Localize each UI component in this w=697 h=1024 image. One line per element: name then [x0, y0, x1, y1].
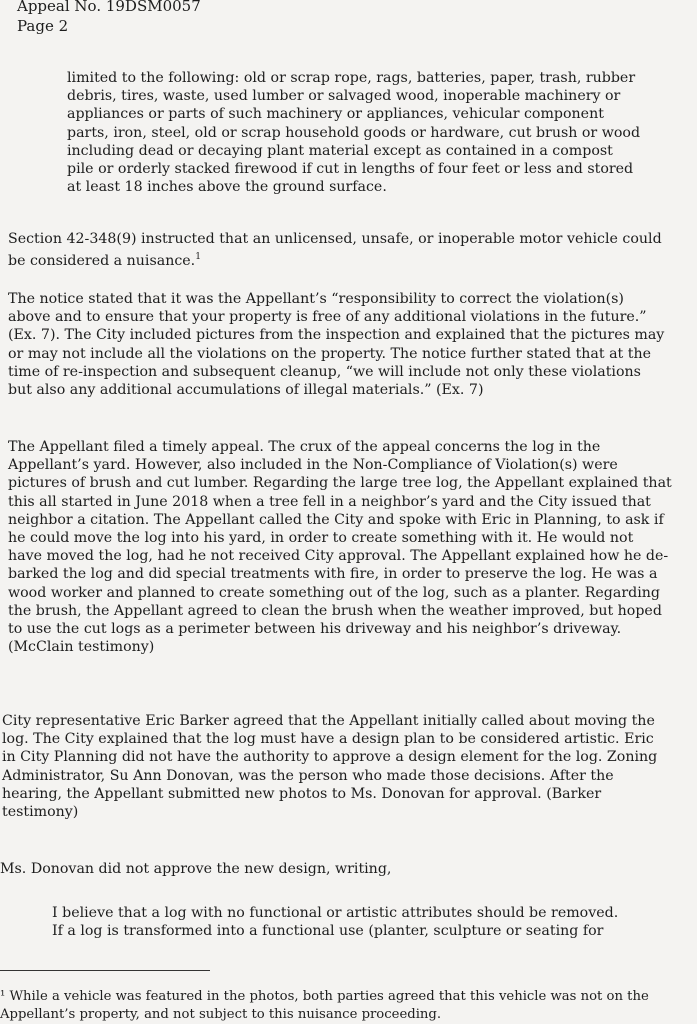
text-line: (McClain testimony)	[8, 639, 155, 656]
paragraph-notice	[8, 290, 664, 399]
text-line: to use the cut logs as a perimeter between his driveway and his neighbor’s driveway.	[8, 621, 622, 638]
text-line: Administrator, Su Ann Donovan, was the person who made those decisions. After the	[2, 767, 614, 784]
text-line: appliances or parts of such machinery or appliances, vehicular component	[67, 106, 604, 123]
text-line: this all started in June 2018 when a tree fell in a neighbor’s yard and the City issued that	[8, 493, 651, 510]
text-line	[8, 248, 662, 270]
text-line: The notice stated that it was the Appellant’s “responsibility to correct the violation(s)	[8, 291, 624, 307]
text-line: time of re-inspection and subsequent cleanup, “we will include not only these violations	[8, 363, 641, 380]
text-line: limited to the following: old or scrap rope, rags, batteries, paper, trash, rubber	[67, 70, 636, 86]
text-line: Appellant’s yard. However, also included in the Non-Compliance of Violation(s) were	[8, 457, 618, 474]
text-line: or may not include all the violations on the property. The notice further stated that at the	[8, 345, 651, 362]
footnote-line: ¹ While a vehicle was featured in the photos, both parties agreed that this vehicle was not on the	[0, 989, 649, 1004]
text-line: at least 18 inches above the ground surface.	[67, 179, 387, 196]
text-line: barked the log and did special treatments with fire, in order to preserve the log. He was a	[8, 566, 658, 583]
text-line: above and to ensure that your property is free of any additional violations in the future.”	[8, 309, 647, 326]
block-quote-definition	[67, 69, 640, 196]
text-line: wood worker and planned to create something out of the log, such as a planter. Regarding	[8, 584, 660, 601]
paragraph-section-42-348	[8, 230, 662, 270]
text-line: including dead or decaying plant material except as contained in a compost	[67, 142, 613, 159]
footnote	[0, 988, 649, 1024]
text-line: in City Planning did not have the authority to approve a design element for the log. Zoning	[2, 749, 658, 766]
text-span: be considered a nuisance.	[8, 253, 196, 270]
footnote-line: Appellant’s property, and not subject to this nuisance proceeding.	[0, 1007, 442, 1022]
text-line: I believe that a log with no functional or artistic attributes should be removed.	[52, 905, 619, 921]
text-line: have moved the log, had he not received City approval. The Appellant explained how he de-	[8, 548, 669, 565]
page-header	[17, 0, 201, 36]
text-line: log. The City explained that the log must have a design plan to be considered artistic. Eric	[2, 731, 654, 748]
text-line: debris, tires, waste, used lumber or salvaged wood, inoperable machinery or	[67, 88, 621, 105]
paragraph-city-testimony	[2, 712, 657, 821]
appeal-number: Appeal No. 19DSM0057	[17, 0, 201, 15]
text-line: but also any additional accumulations of illegal materials.” (Ex. 7)	[8, 382, 484, 399]
text-line: he could move the log into his yard, in order to create something with it. He would not	[8, 530, 634, 547]
text-line: Ms. Donovan did not approve the new design, writing,	[0, 861, 392, 877]
paragraph-appeal	[8, 438, 672, 656]
text-line: the brush, the Appellant agreed to clean the brush when the weather improved, but hoped	[8, 602, 662, 619]
text-line: City representative Eric Barker agreed that the Appellant initially called about moving the	[2, 713, 655, 729]
text-line: pile or orderly stacked firewood if cut in lengths of four feet or less and stored	[67, 161, 634, 178]
text-line: hearing, the Appellant submitted new photos to Ms. Donovan for approval. (Barker	[2, 785, 602, 802]
footnote-ref: 1	[195, 252, 201, 263]
text-line: If a log is transformed into a functional use (planter, sculpture or seating for	[52, 923, 604, 940]
text-line: The Appellant filed a timely appeal. The crux of the appeal concerns the log in the	[8, 439, 601, 455]
page-number: Page 2	[17, 17, 69, 35]
text-line: parts, iron, steel, old or scrap household goods or hardware, cut brush or wood	[67, 124, 641, 141]
paragraph-donovan	[0, 860, 391, 878]
text-line: Section 42-348(9) instructed that an unlicensed, unsafe, or inoperable motor vehicle could	[8, 231, 662, 247]
footnote-divider	[0, 970, 210, 971]
block-quote-donovan	[52, 904, 618, 940]
text-line: neighbor a citation. The Appellant called the City and spoke with Eric in Planning, to ask if	[8, 511, 664, 528]
text-line: pictures of brush and cut lumber. Regarding the large tree log, the Appellant explained that	[8, 475, 672, 492]
text-line: testimony)	[2, 804, 79, 821]
text-line: (Ex. 7). The City included pictures from the inspection and explained that the pictures may	[8, 327, 665, 344]
